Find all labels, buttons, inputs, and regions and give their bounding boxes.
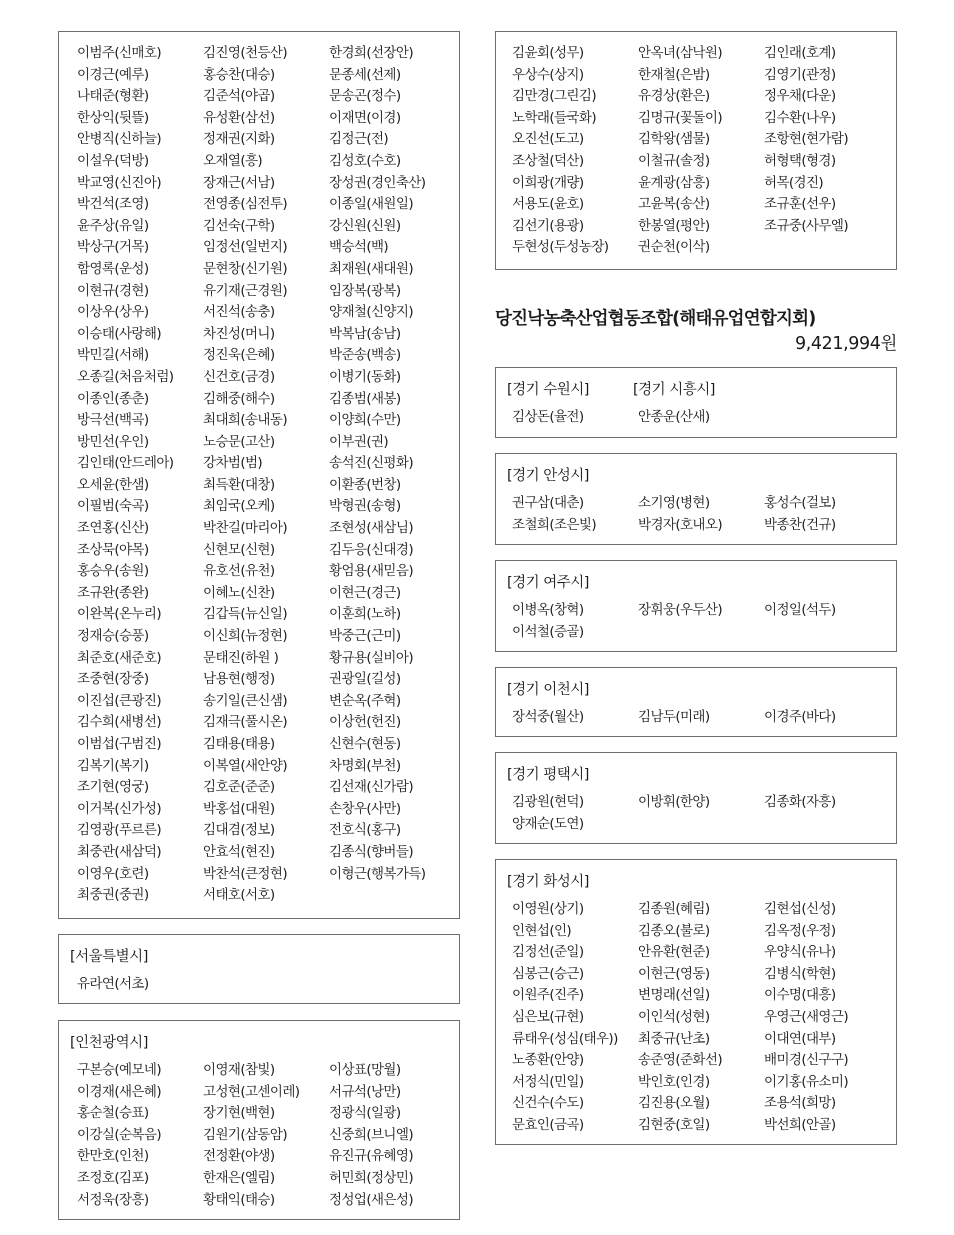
member-name: 서진석(송충) bbox=[203, 304, 275, 321]
member-name: 우양식(유나) bbox=[764, 944, 836, 961]
member-name: 정우채(다운) bbox=[764, 88, 836, 105]
member-name: 홍승우(송원) bbox=[77, 563, 149, 580]
member-name: 이완복(온누리) bbox=[77, 606, 161, 623]
member-name: 양재철(신양지) bbox=[329, 304, 413, 321]
member-name: 조중현(장중) bbox=[77, 671, 149, 688]
member-name: 박종찬(건규) bbox=[764, 516, 836, 533]
member-name: 정진욱(은혜) bbox=[203, 347, 275, 364]
member-name: 안효석(현진) bbox=[203, 843, 275, 860]
member-name: 정성업(새은성) bbox=[329, 1191, 413, 1208]
member-name: 홍순철(승표) bbox=[77, 1105, 149, 1122]
member-name: 장석중(월산) bbox=[512, 709, 584, 725]
member-name: 이철규(솔정) bbox=[638, 152, 710, 169]
member-name: 이경근(예루) bbox=[77, 66, 149, 83]
member-name: 박찬석(큰정현) bbox=[203, 865, 287, 882]
member-name: 서규석(낭만) bbox=[329, 1083, 401, 1100]
member-name: 오진선(도고) bbox=[512, 131, 584, 148]
member-name: 박중근(근미) bbox=[329, 628, 401, 645]
member-name: 김옥정(우정) bbox=[764, 922, 836, 939]
member-name: 한경희(선장안) bbox=[329, 45, 413, 61]
member-name: 김종원(혜림) bbox=[638, 901, 710, 917]
region-box-anseong bbox=[495, 453, 897, 545]
member-name: 박건석(조영) bbox=[77, 196, 149, 213]
region-title: [경기 평택시] bbox=[507, 767, 589, 783]
member-name: 전영종(심전투) bbox=[203, 196, 287, 213]
member-name: 이양희(수만) bbox=[329, 412, 401, 429]
member-name: 김정근(전) bbox=[329, 131, 389, 148]
member-name: 김상돈(율전) bbox=[512, 409, 584, 425]
member-name: 신건수(수도) bbox=[512, 1095, 584, 1112]
member-name: 고성현(고센이레) bbox=[203, 1083, 300, 1100]
member-name: 조용석(희망) bbox=[764, 1095, 836, 1112]
member-name: 김학왕(샘물) bbox=[638, 131, 710, 148]
member-name: 한만호(인천) bbox=[77, 1148, 149, 1165]
member-name: 조철희(조은빛) bbox=[512, 516, 596, 533]
member-name: 조기현(영궁) bbox=[77, 779, 149, 796]
region-box-hwaseong bbox=[495, 859, 897, 1145]
member-name: 노승문(고산) bbox=[203, 433, 275, 450]
member-grid bbox=[77, 41, 461, 905]
member-name: 김태용(태용) bbox=[203, 736, 275, 752]
member-name: 박찬길(마리아) bbox=[203, 520, 287, 537]
region-title: [경기 이천시] bbox=[507, 682, 589, 698]
member-name: 김대겸(정보) bbox=[203, 822, 275, 839]
member-name: 함영록(운성) bbox=[77, 260, 149, 277]
member-name: 전정환(야생) bbox=[203, 1148, 275, 1165]
member-name: 김종화(자흥) bbox=[764, 794, 836, 810]
member-name: 최중규(난초) bbox=[638, 1030, 710, 1047]
member-name: 김선기(용광) bbox=[512, 217, 584, 234]
member-name: 신중희(브니엘) bbox=[329, 1126, 413, 1143]
member-name: 홍승찬(대승) bbox=[203, 66, 275, 83]
member-name: 권순천(이삭) bbox=[638, 239, 710, 256]
member-name: 조정호(김포) bbox=[77, 1169, 149, 1186]
member-name: 송기일(큰신샘) bbox=[203, 692, 287, 709]
member-list-box bbox=[495, 31, 897, 270]
member-name: 장성권(경인축산) bbox=[329, 174, 426, 191]
organization-title: 당진낙농축산업협동조합(해태유업연합지회) bbox=[495, 309, 816, 329]
member-name: 오종길(처음처럼) bbox=[77, 368, 174, 385]
member-name: 최대희(송내동) bbox=[203, 412, 287, 429]
member-name: 안종운(산새) bbox=[638, 409, 710, 425]
region-box-icheon bbox=[495, 667, 897, 737]
member-name: 전호식(홍구) bbox=[329, 822, 401, 839]
member-name: 박상구(거목) bbox=[77, 239, 149, 256]
member-name: 윤계광(삼흥) bbox=[638, 174, 710, 191]
member-name: 이영재(참빛) bbox=[203, 1062, 275, 1078]
member-name: 배미경(신구구) bbox=[764, 1052, 848, 1069]
member-name: 김재극(풀시온) bbox=[203, 714, 287, 731]
member-grid bbox=[512, 41, 896, 257]
member-grid bbox=[512, 897, 896, 1135]
member-name: 남용현(행정) bbox=[203, 671, 275, 688]
member-name: 홍성수(걸보) bbox=[764, 495, 836, 511]
member-name: 조상철(덕산) bbox=[512, 152, 584, 169]
member-name: 노종환(안양) bbox=[512, 1052, 584, 1069]
member-name: 이승태(사랑해) bbox=[77, 325, 161, 342]
member-name: 고윤복(송산) bbox=[638, 196, 710, 213]
member-name: 이기홍(유소미) bbox=[764, 1073, 848, 1090]
member-name: 장재근(서남) bbox=[203, 174, 275, 191]
member-name: 임정선(일번지) bbox=[203, 239, 287, 256]
member-name: 김준석(야곱) bbox=[203, 88, 275, 105]
member-name: 이범주(신매호) bbox=[77, 45, 161, 61]
member-name: 장휘웅(우두산) bbox=[638, 602, 722, 618]
member-name: 서정욱(장흥) bbox=[77, 1191, 149, 1208]
member-name: 차진성(머니) bbox=[203, 325, 275, 342]
region-box-seoul bbox=[58, 934, 460, 1004]
member-name: 박인호(인경) bbox=[638, 1073, 710, 1090]
member-list-box bbox=[58, 31, 460, 919]
member-name: 이강실(순복음) bbox=[77, 1126, 161, 1143]
member-name: 한재은(엘림) bbox=[203, 1169, 275, 1186]
member-name: 장기현(백현) bbox=[203, 1105, 275, 1122]
member-name: 권광일(길성) bbox=[329, 671, 401, 688]
member-name: 김종식(향버들) bbox=[329, 843, 413, 860]
member-name: 최재원(새대원) bbox=[329, 260, 413, 277]
member-name: 이부권(권) bbox=[329, 433, 389, 450]
member-name: 이종인(종춘) bbox=[77, 390, 149, 407]
member-name: 김두응(신대경) bbox=[329, 541, 413, 558]
member-name: 오재열(흥) bbox=[203, 152, 263, 169]
member-name: 방민선(우인) bbox=[77, 433, 149, 450]
member-name: 최중관(새삼덕) bbox=[77, 843, 161, 860]
member-name: 김수환(나우) bbox=[764, 109, 836, 126]
member-name: 이희광(개량) bbox=[512, 174, 584, 191]
member-name: 이상우(상우) bbox=[77, 304, 149, 321]
member-name: 김광원(현덕) bbox=[512, 794, 584, 810]
member-name: 서태호(서호) bbox=[203, 887, 275, 904]
member-name: 김종오(불로) bbox=[638, 922, 710, 939]
member-name: 김호준(준준) bbox=[203, 779, 275, 796]
member-name: 양재순(도연) bbox=[512, 815, 584, 832]
member-name: 최준호(새준호) bbox=[77, 649, 161, 666]
member-name: 우상수(상지) bbox=[512, 66, 584, 83]
member-name: 이진섭(큰광진) bbox=[77, 692, 161, 709]
region-box-yeoju bbox=[495, 560, 897, 652]
member-name: 강차범(범) bbox=[203, 455, 263, 472]
member-name: 안병직(신하늘) bbox=[77, 131, 161, 148]
member-grid bbox=[512, 598, 896, 641]
member-name: 문현창(신기원) bbox=[203, 260, 287, 277]
member-name: 한상익(뒷뜰) bbox=[77, 109, 149, 126]
member-name: 김만경(그린김) bbox=[512, 88, 596, 105]
member-name: 김영기(관정) bbox=[764, 66, 836, 83]
member-name: 변순옥(주혁) bbox=[329, 692, 401, 709]
member-name: 김복기(복기) bbox=[77, 757, 149, 774]
member-name: 최득환(대창) bbox=[203, 476, 275, 493]
member-name: 김명규(꽃돌이) bbox=[638, 109, 722, 126]
region-box-suwon-siheung bbox=[495, 367, 897, 438]
member-name: 백승석(백) bbox=[329, 239, 389, 256]
member-name: 송준영(준화선) bbox=[638, 1052, 722, 1069]
member-name: 서용도(윤호) bbox=[512, 196, 584, 213]
region-title: [서울특별시] bbox=[70, 949, 148, 965]
member-name: 김선재(신가람) bbox=[329, 779, 413, 796]
member-name: 문태진(하원 ) bbox=[203, 649, 279, 666]
member-name: 최중권(중권) bbox=[77, 887, 149, 904]
member-name: 김진영(천등산) bbox=[203, 45, 287, 61]
member-name: 조규중(사무엘) bbox=[764, 217, 848, 234]
member-name: 이필범(숙곡) bbox=[77, 498, 149, 515]
region-title: [경기 화성시] bbox=[507, 874, 589, 890]
member-name: 황태익(태승) bbox=[203, 1191, 275, 1208]
member-name: 노학래(들국화) bbox=[512, 109, 596, 126]
member-name: 허목(경진) bbox=[764, 174, 824, 191]
member-name: 이인석(성현) bbox=[638, 1008, 710, 1025]
member-name: 유호선(유천) bbox=[203, 563, 275, 580]
member-name: 문송곤(정수) bbox=[329, 88, 401, 105]
member-name: 정광식(일광) bbox=[329, 1105, 401, 1122]
member-name: 심봉근(승근) bbox=[512, 965, 584, 982]
member-name: 구본승(예모네) bbox=[77, 1062, 161, 1078]
member-name: 박복남(송남) bbox=[329, 325, 401, 342]
member-name: 한봉열(평안) bbox=[638, 217, 710, 234]
member-name: 박홍섭(대원) bbox=[203, 800, 275, 817]
member-name: 문종세(선제) bbox=[329, 66, 401, 83]
region-title: [경기 수원시] bbox=[507, 382, 589, 398]
member-name: 이현근(경근) bbox=[329, 584, 401, 601]
member-name: 이경주(바다) bbox=[764, 709, 836, 725]
member-name: 이설우(덕방) bbox=[77, 152, 149, 169]
member-name: 오세윤(한샘) bbox=[77, 476, 149, 493]
member-name: 김선숙(구학) bbox=[203, 217, 275, 234]
member-name: 손창우(사만) bbox=[329, 800, 401, 817]
member-name: 김인태(안드레아) bbox=[77, 455, 174, 472]
member-name: 김진용(오월) bbox=[638, 1095, 710, 1112]
member-grid bbox=[512, 491, 896, 534]
member-name: 방극선(백곡) bbox=[77, 412, 149, 429]
member-name: 이신희(뉴정현) bbox=[203, 628, 287, 645]
donation-amount: 9,421,994원 bbox=[795, 334, 897, 354]
member-name: 이훈희(노하) bbox=[329, 606, 401, 623]
member-name: 이병옥(창혁) bbox=[512, 602, 584, 618]
member-name: 안유환(현준) bbox=[638, 944, 710, 961]
member-name: 박형권(송형) bbox=[329, 498, 401, 515]
member-name: 윤주상(유일) bbox=[77, 217, 149, 234]
member-grid bbox=[77, 972, 461, 994]
member-grid bbox=[512, 790, 896, 833]
region-box-pyeongtaek bbox=[495, 752, 897, 844]
member-name: 정재권(지화) bbox=[203, 131, 275, 148]
member-name: 조현성(새삼님) bbox=[329, 520, 413, 537]
region-title: [인천광역시] bbox=[70, 1035, 148, 1051]
member-name: 김갑득(뉴신일) bbox=[203, 606, 287, 623]
member-name: 유경상(환은) bbox=[638, 88, 710, 105]
member-name: 이경재(새은혜) bbox=[77, 1083, 161, 1100]
member-name: 이병기(동화) bbox=[329, 368, 401, 385]
member-name: 권구삼(대춘) bbox=[512, 495, 584, 511]
member-name: 유성환(삼선) bbox=[203, 109, 275, 126]
member-name: 황엄용(새믿음) bbox=[329, 563, 413, 580]
member-name: 조연홍(신산) bbox=[77, 520, 149, 537]
member-name: 김병식(학현) bbox=[764, 965, 836, 982]
member-name: 유기재(근경원) bbox=[203, 282, 287, 299]
member-name: 이상헌(헌진) bbox=[329, 714, 401, 731]
member-grid bbox=[512, 705, 896, 727]
member-name: 박준송(백송) bbox=[329, 347, 401, 364]
member-name: 인현섭(인) bbox=[512, 922, 572, 939]
member-name: 박민길(서해) bbox=[77, 347, 149, 364]
member-name: 차명회(부천) bbox=[329, 757, 401, 774]
member-name: 김영광(푸르른) bbox=[77, 822, 161, 839]
member-name: 문효인(금곡) bbox=[512, 1116, 584, 1133]
member-name: 한재철(은밤) bbox=[638, 66, 710, 83]
member-name: 이범섭(구범진) bbox=[77, 736, 161, 752]
member-name: 변명래(선일) bbox=[638, 987, 710, 1004]
member-name: 이종일(새원일) bbox=[329, 196, 413, 213]
member-name: 이석철(증골) bbox=[512, 623, 584, 640]
member-name: 김해중(해수) bbox=[203, 390, 275, 407]
member-name: 김인래(호계) bbox=[764, 45, 836, 61]
member-name: 황규용(실비아) bbox=[329, 649, 413, 666]
member-name: 이재면(이경) bbox=[329, 109, 401, 126]
member-name: 류태우(성심(태우)) bbox=[512, 1030, 618, 1047]
member-name: 이현근(영동) bbox=[638, 965, 710, 982]
member-name: 이대연(대부) bbox=[764, 1030, 836, 1047]
region-title: [경기 시흥시] bbox=[633, 382, 715, 398]
member-name: 박교영(신진아) bbox=[77, 174, 161, 191]
member-name: 유라연(서초) bbox=[77, 976, 149, 992]
member-name: 이혜노(신찬) bbox=[203, 584, 275, 601]
member-name: 이거복(신가성) bbox=[77, 800, 161, 817]
member-name: 나태준(형환) bbox=[77, 88, 149, 105]
member-name: 김현중(호일) bbox=[638, 1116, 710, 1133]
member-name: 김성호(수호) bbox=[329, 152, 401, 169]
member-name: 우영근(새영근) bbox=[764, 1008, 848, 1025]
member-name: 임장복(광복) bbox=[329, 282, 401, 299]
member-grid bbox=[77, 1058, 461, 1209]
member-name: 정재승(승풍) bbox=[77, 628, 149, 645]
region-title: [경기 안성시] bbox=[507, 468, 589, 484]
member-name: 신현모(신현) bbox=[203, 541, 275, 558]
member-name: 소기영(병현) bbox=[638, 495, 710, 511]
member-name: 허민희(정상민) bbox=[329, 1169, 413, 1186]
member-name: 이원주(진주) bbox=[512, 987, 584, 1004]
member-name: 박경자(호내오) bbox=[638, 516, 722, 533]
member-name: 이상표(망월) bbox=[329, 1062, 401, 1078]
member-name: 김남두(미래) bbox=[638, 709, 710, 725]
member-name: 이복열(새안양) bbox=[203, 757, 287, 774]
member-name: 송석진(신평화) bbox=[329, 455, 413, 472]
member-name: 강신원(신원) bbox=[329, 217, 401, 234]
member-name: 이형근(행복가득) bbox=[329, 865, 426, 882]
member-name: 조상묵(야목) bbox=[77, 541, 149, 558]
member-name: 조항현(현가람) bbox=[764, 131, 848, 148]
member-name: 조규완(종완) bbox=[77, 584, 149, 601]
member-name: 김정선(준일) bbox=[512, 944, 584, 961]
region-title: [경기 여주시] bbox=[507, 575, 589, 591]
member-name: 김원기(삼동암) bbox=[203, 1126, 287, 1143]
member-name: 최임국(오케) bbox=[203, 498, 275, 515]
member-name: 이영우(호련) bbox=[77, 865, 149, 882]
member-name: 두현성(두성농장) bbox=[512, 239, 609, 256]
member-name: 안옥녀(삼낙원) bbox=[638, 45, 722, 61]
member-name: 김수희(새병선) bbox=[77, 714, 161, 731]
member-name: 신현수(현동) bbox=[329, 736, 401, 752]
member-name: 박선희(안골) bbox=[764, 1116, 836, 1133]
member-name: 이현규(경현) bbox=[77, 282, 149, 299]
member-name: 심은보(규현) bbox=[512, 1008, 584, 1025]
member-name: 김윤회(성무) bbox=[512, 45, 584, 61]
member-name: 허형택(형경) bbox=[764, 152, 836, 169]
region-box-incheon bbox=[58, 1020, 460, 1220]
member-name: 김종범(새봉) bbox=[329, 390, 401, 407]
member-name: 이영원(상기) bbox=[512, 901, 584, 917]
member-name: 이환종(번창) bbox=[329, 476, 401, 493]
member-name: 이수명(대흥) bbox=[764, 987, 836, 1004]
member-name: 이방휘(한양) bbox=[638, 794, 710, 810]
member-name: 이정일(석두) bbox=[764, 602, 836, 618]
member-name: 김현섭(신성) bbox=[764, 901, 836, 917]
member-name: 서정식(민일) bbox=[512, 1073, 584, 1090]
member-name: 신건호(금경) bbox=[203, 368, 275, 385]
member-name: 유진규(유혜영) bbox=[329, 1148, 413, 1165]
member-grid bbox=[512, 405, 896, 427]
member-name: 조규훈(선우) bbox=[764, 196, 836, 213]
